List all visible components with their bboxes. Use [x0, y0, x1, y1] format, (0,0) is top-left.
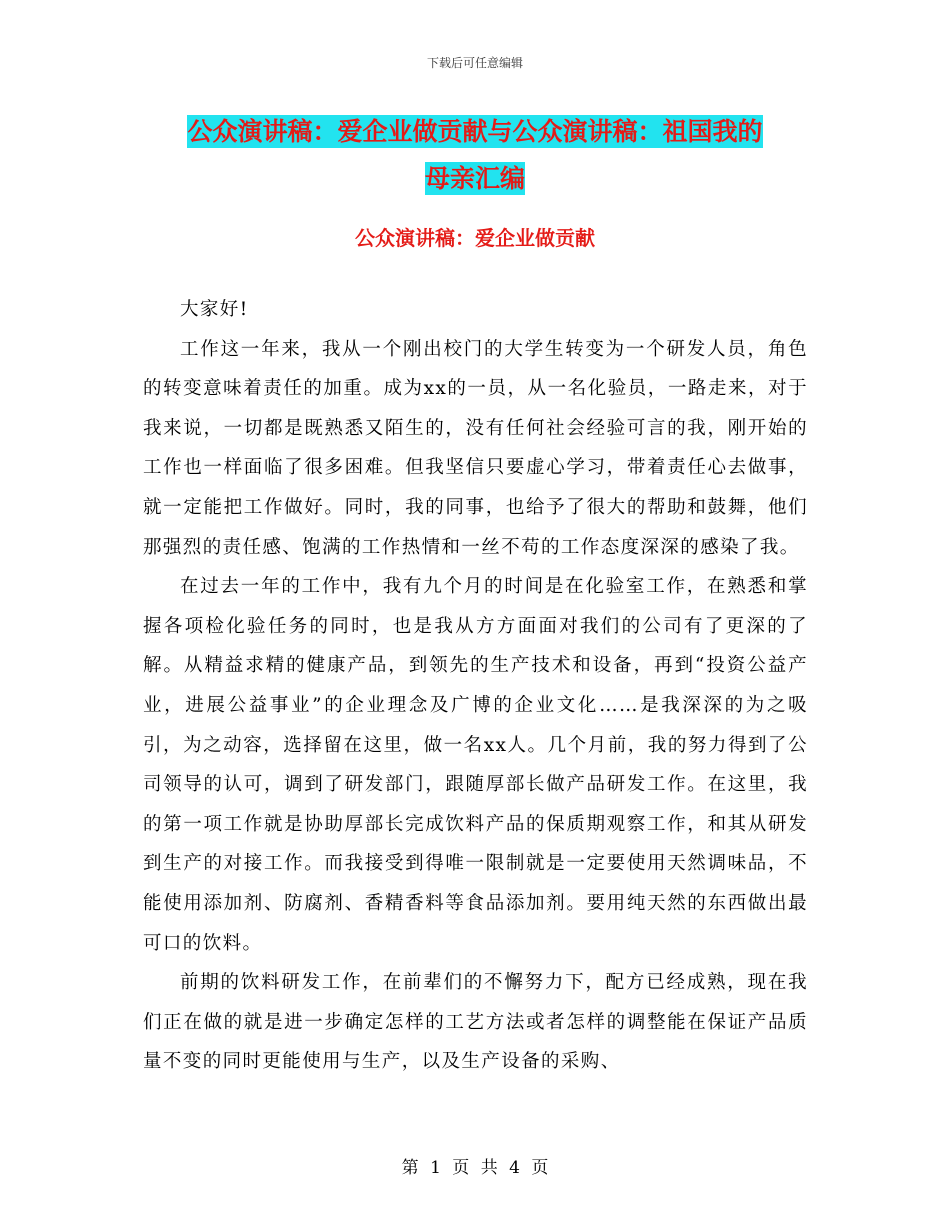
page-footer: 第 1 页 共 4 页	[401, 1158, 549, 1178]
title-line-1: 公众演讲稿：爱企业做贡献与公众演讲稿：祖国我的	[187, 117, 763, 146]
paragraph-greeting: 大家好!	[180, 299, 249, 320]
section-title: 公众演讲稿：爱企业做贡献	[355, 226, 595, 250]
paragraph: 前期的饮料研发工作，在前辈们的不懈努力下，配方已经成熟，现在我们正在做的就是进一步确定怎样的工艺方法或者怎样的调整能在保证产品质量不变的同时更能使用与生产，以及生产设备的采购、	[143, 972, 808, 1073]
header-note: 下载后可任意编辑	[426, 56, 523, 70]
title-line-2: 母亲汇编	[424, 164, 525, 193]
paragraph: 工作这一年来，我从一个刚出校门的大学生转变为一个研发人员，角色的转变意味着责任的加重。成为xx的一员，从一名化验员，一路走来，对于我来说，一切都是既熟悉又陌生的，没有任何社会经验可言的我，刚开始的工作也一样面临了很多困难。但我坚信只要虚心学习，带着责任心去做事，就一定能把工作做好。同时，我的同事，也给予了很大的帮助和鼓舞，他们那强烈的责任感、饱满的工作热情和一丝不苟的工作态度深深的感染了我。	[143, 338, 808, 558]
document-body	[143, 290, 808, 1082]
paragraph: 在过去一年的工作中，我有九个月的时间是在化验室工作，在熟悉和掌握各项检化验任务的同时，也是我从方方面面对我们的公司有了更深的了解。从精益求精的健康产品，到领先的生产技术和设备，再到“投资公益产业，进展公益事业”的企业理念及广博的企业文化……是我深深的为之吸引，为之动容，选择留在这里，做一名xx人。几个月前，我的努力得到了公司领导的认可，调到了研发部门，跟随厚部长做产品研发工作。在这里，我的第一项工作就是协助厚部长完成饮料产品的保质期观察工作，和其从研发到生产的对接工作。而我接受到得唯一限制就是一定要使用天然调味品，不能使用添加剂、防腐剂、香精香料等食品添加剂。要用纯天然的东西做出最可口的饮料。	[143, 576, 808, 954]
document-title	[0, 108, 950, 202]
